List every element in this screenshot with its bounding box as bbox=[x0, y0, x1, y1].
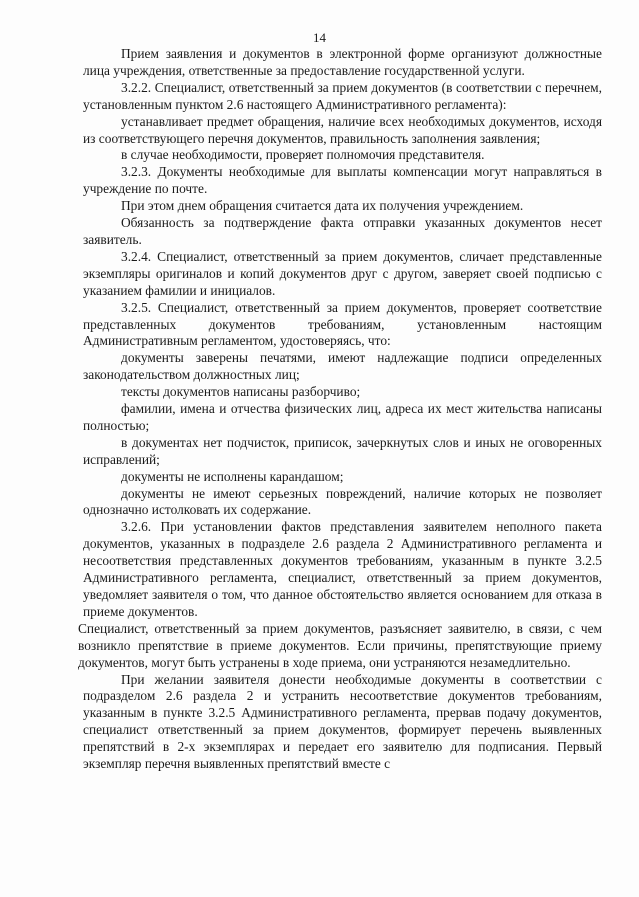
paragraph: При этом днем обращения считается дата их получения учреждением. bbox=[121, 198, 524, 214]
paragraph: документы не имеют серьезных повреждений, наличие которых не позволяет однозначно истолковать их содержание. bbox=[83, 485, 602, 518]
paragraph: 3.2.4. Специалист, ответственный за прием документов, сличает представленные экземпляры оригиналов и копий документов друг с другом, заверяет своей подписью с указанием фамилии и инициалов. bbox=[83, 248, 602, 298]
paragraph: 3.2.3. Документы необходимые для выплаты компенсации могут направляться в учреждение по почте. bbox=[83, 164, 602, 197]
paragraph: документы не исполнены карандашом; bbox=[121, 468, 344, 484]
paragraph: фамилии, имена и отчества физических лиц, адреса их мест жительства написаны полностью; bbox=[83, 401, 602, 433]
paragraph: в документах нет подчисток, приписок, зачеркнутых слов и иных не оговоренных исправлений; bbox=[83, 434, 602, 467]
paragraph: 3.2.6. При установлении фактов представления заявителем неполного пакета документов, указанных в подразделе 2.6 раздела 2 Административного регламента и несоответствия представленных документов требованиям, указанным в пункте 3.2.5 Административного регламента, специалист, ответственный за прием документов, уведомляет заявителя о том, что данное обстоятельство является основанием для отказа в приеме документов. bbox=[83, 519, 602, 619]
paragraph: тексты документов написаны разборчиво; bbox=[121, 384, 361, 400]
paragraph: 3.2.2. Специалист, ответственный за прием документов (в соответствии с перечнем, установленным пунктом 2.6 настоящего Административного регламента): bbox=[83, 79, 602, 112]
document-body bbox=[78, 46, 602, 773]
paragraph: в случае необходимости, проверяет полномочия представителя. bbox=[121, 147, 485, 163]
paragraph: 3.2.5. Специалист, ответственный за прием документов, проверяет соответствие представленных документов требованиям, установленным настоящим Административным регламентом, удостоверяясь, что: bbox=[83, 299, 602, 349]
paragraph: документы заверены печатями, имеют надлежащие подписи определенных законодательством должностных лиц; bbox=[83, 350, 602, 383]
paragraph: устанавливает предмет обращения, наличие всех необходимых документов, исходя из соответствующего перечня документов, правильность заполнения заявления; bbox=[83, 113, 602, 146]
paragraph: Специалист, ответственный за прием документов, разъясняет заявителю, в связи, с чем возникло препятствие в приеме документов. Если причины, препятствующие приему документов, могут быть устранены в ходе приема, они устраняются незамедлительно. bbox=[78, 620, 602, 670]
page-number: 14 bbox=[313, 30, 326, 45]
paragraph: Обязанность за подтверждение факта отправки указанных документов несет заявитель. bbox=[83, 215, 602, 247]
paragraph: Прием заявления и документов в электронной форме организуют должностные лица учреждения, ответственные за предоставление государственной услуги. bbox=[83, 46, 602, 78]
paragraph: При желании заявителя донести необходимые документы в соответствии с подразделом 2.6 раздела 2 и устранить несоответствие документов требованиям, указанным в пункте 3.2.5 Административного регламента, прервав подачу документов, специалист ответственный за прием документов, формирует перечень выявленных препятствий в 2-х экземплярах и передает его заявителю для подписания. Первый экземпляр перечня выявленных препятствий вместе с bbox=[83, 671, 602, 772]
